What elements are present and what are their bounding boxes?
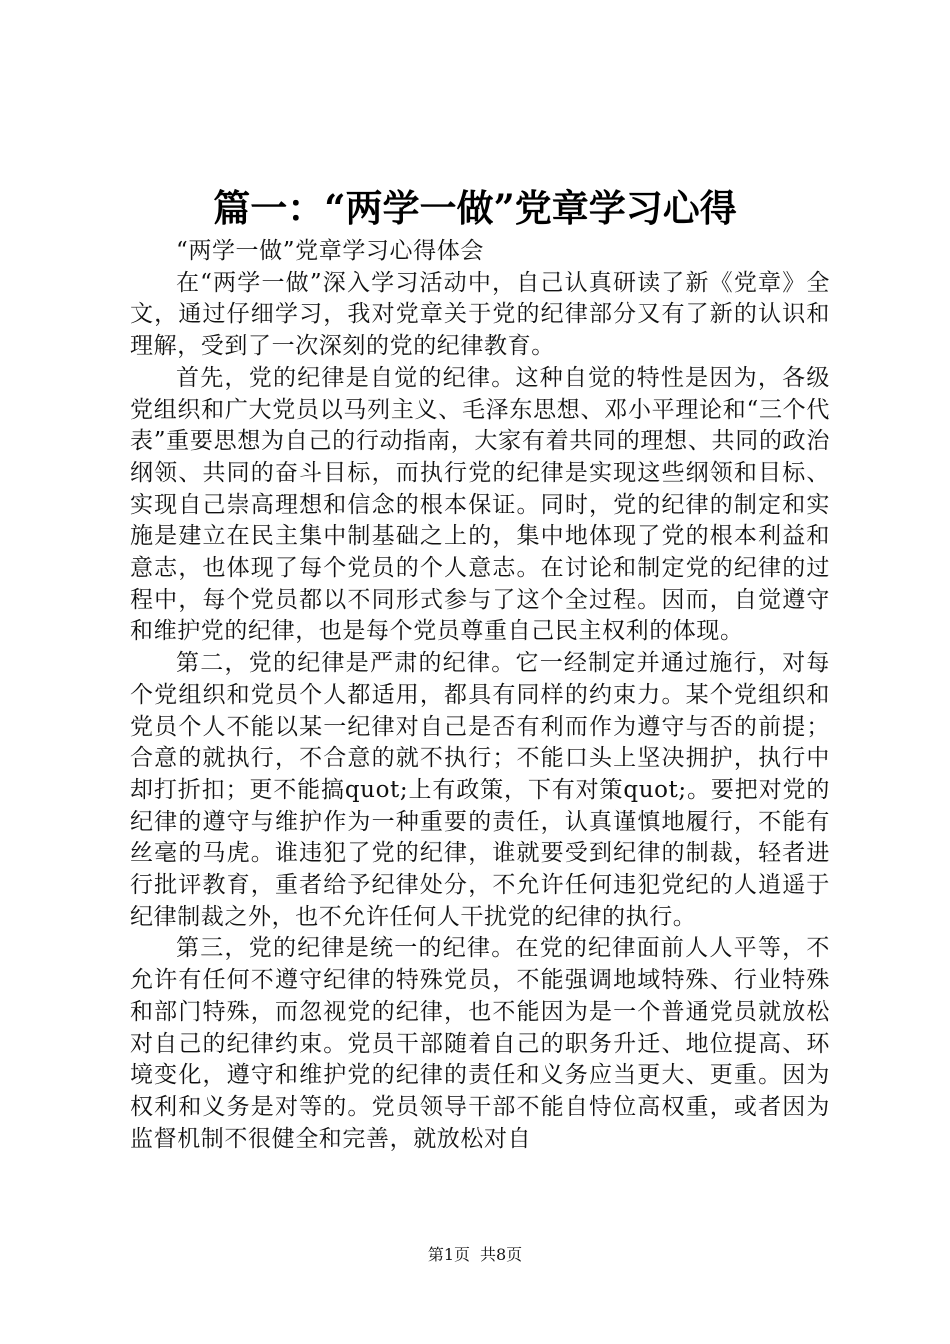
paragraph-first: 首先，党的纪律是自觉的纪律。这种自觉的特性是因为，各级党组织和广大党员以马列主义、毛泽东思想、邓小平理论和“三个代表”重要思想为自己的行动指南，大家有着共同的理想、共同的政治纲领、共同的奋斗目标，而执行党的纪律是实现这些纲领和目标、实现自己崇高理想和信念的根本保证。同时，党的纪律的制定和实施是建立在民主集中制基础之上的，集中地体现了党的根本利益和意志，也体现了每个党员的个人意志。在讨论和制定党的纪律的过程中，每个党员都以不同形式参与了这个全过程。因而，自觉遵守和维护党的纪律，也是每个党员尊重自己民主权利的体现。 xyxy=(130,364,830,645)
paragraph-subtitle: “两学一做”党章学习心得体会 xyxy=(176,238,484,264)
document-title: 篇一：“两学一做”党章学习心得 xyxy=(213,186,737,230)
page-number-total: 共8页 xyxy=(480,1245,523,1264)
paragraph-intro: 在“两学一做”深入学习活动中，自己认真研读了新《党章》全文，通过仔细学习，我对党章关于党的纪律部分又有了新的认识和理解，受到了一次深刻的党的纪律教育。 xyxy=(130,269,830,360)
paragraph-third: 第三，党的纪律是统一的纪律。在党的纪律面前人人平等，不允许有任何不遵守纪律的特殊党员，不能强调地域特殊、行业特殊和部门特殊，而忽视党的纪律，也不能因为是一个普通党员就放松对自己的纪律约束。党员干部随着自己的职务升迁、地位提高、环境变化，遵守和维护党的纪律的责任和义务应当更大、更重。因为权利和义务是对等的。党员领导干部不能自恃位高权重，或者因为监督机制不很健全和完善，就放松对自 xyxy=(130,935,830,1152)
paragraph-second: 第二，党的纪律是严肃的纪律。它一经制定并通过施行，对每个党组织和党员个人都适用，都具有同样的约束力。某个党组织和党员个人不能以某一纪律对自己是否有利而作为遵守与否的前提；合意的就执行，不合意的就不执行；不能口头上坚决拥护，执行中却打折扣；更不能搞quot;上有政策，下有对策quot;。要把对党的纪律的遵守与维护作为一种重要的责任，认真谨慎地履行，不能有丝毫的马虎。谁违犯了党的纪律，谁就要受到纪律的制裁，轻者进行批评教育，重者给予纪律处分，不允许任何违犯党纪的人逍遥于纪律制裁之外，也不允许任何人干扰党的纪律的执行。 xyxy=(130,650,830,930)
document-body xyxy=(130,236,830,1155)
page-number-current: 第1页 xyxy=(427,1245,470,1264)
page-footer xyxy=(0,1244,950,1266)
